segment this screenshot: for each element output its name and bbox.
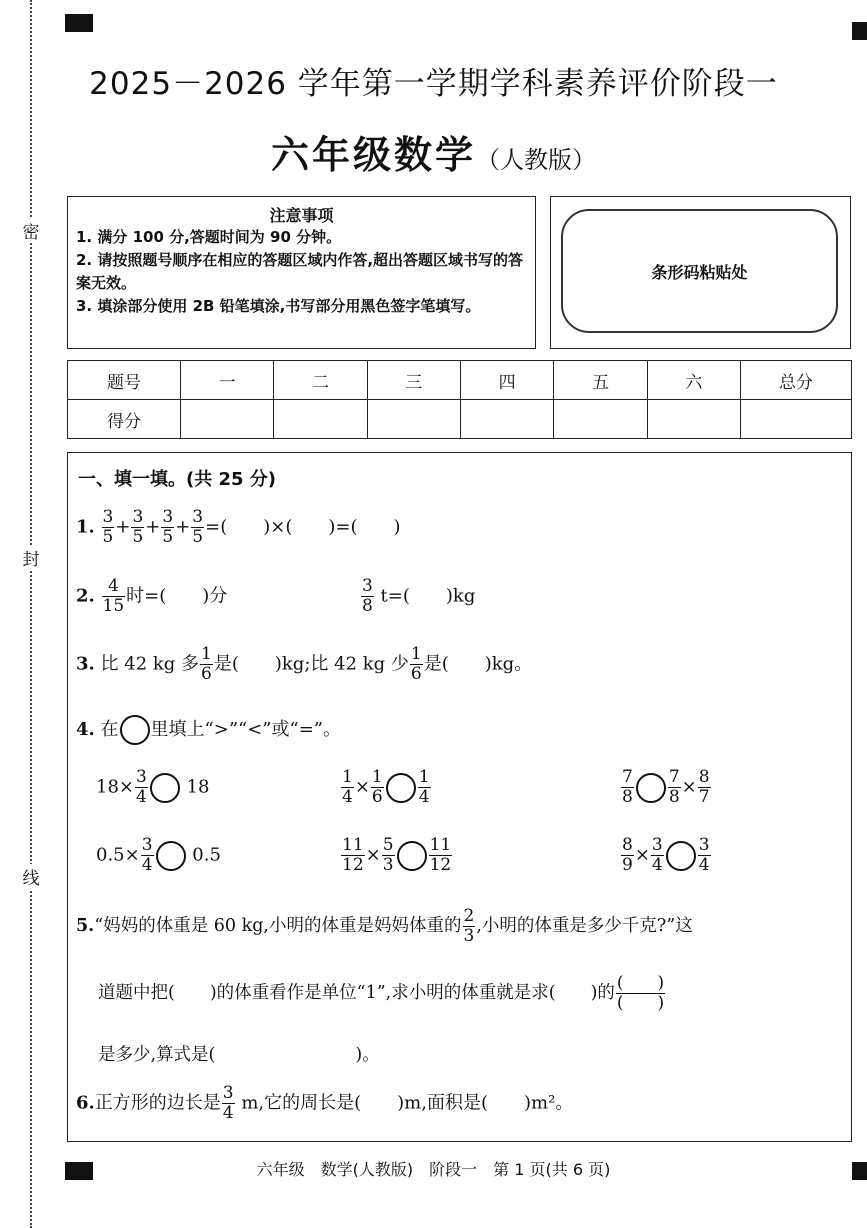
fraction-3-4: $\frac{3}{4}$ xyxy=(651,835,663,875)
fraction-8-9: $\frac{8}{9}$ xyxy=(622,835,633,875)
fraction-3-5: $\frac{3}{5}$ xyxy=(132,507,144,547)
fraction-7-8: $\frac{7}{8}$ xyxy=(668,767,680,807)
question-3-part-2[interactable]: 是( )kg;比 42 kg 少 xyxy=(213,653,409,675)
compare-circle[interactable] xyxy=(156,841,186,871)
section-heading: 一、填一填。(共 25 分) xyxy=(78,469,277,490)
fraction-1-6: $\frac{1}{6}$ xyxy=(201,644,212,684)
registration-mark-top-left xyxy=(65,14,93,32)
fraction-2-3: $\frac{2}{3}$ xyxy=(463,906,475,946)
score-input-cell[interactable] xyxy=(554,400,647,439)
question-3-part-1: 比 42 kg 多 xyxy=(100,653,200,675)
side-label-feng: 封 xyxy=(18,545,44,570)
score-input-cell[interactable] xyxy=(647,400,740,439)
question-6-part-1: 正方形的边长是 xyxy=(94,1092,221,1114)
exam-subtitle xyxy=(0,124,867,179)
score-input-cell[interactable] xyxy=(367,400,460,439)
fraction-3-5: $\frac{3}{5}$ xyxy=(162,507,174,547)
fraction-3-4: $\frac{3}{4}$ xyxy=(222,1083,234,1123)
score-header-cell: 五 xyxy=(554,361,647,400)
notice-item-3: 3. 填涂部分使用 2B 铅笔填涂,书写部分用黑色签字笔填写。 xyxy=(76,297,481,315)
fraction-3-4: $\frac{3}{4}$ xyxy=(698,835,710,875)
edition-label: （人教版） xyxy=(476,146,596,174)
barcode-label: 条形码粘贴处 xyxy=(561,209,838,333)
score-table-header-row xyxy=(68,361,852,400)
notice-item-2: 2. 请按照题号顺序在相应的答题区域内作答,超出答题区域书写的答案无效。 xyxy=(76,251,524,292)
score-table-score-row xyxy=(68,400,852,439)
fraction-4-15: $\frac{4}{15}$ xyxy=(102,576,125,616)
exam-title: 2025－2026 学年第一学期学科素养评价阶段一 xyxy=(89,66,778,102)
score-row-label: 得分 xyxy=(68,400,181,439)
question-4 xyxy=(76,715,341,745)
question-number: 6. xyxy=(76,1092,95,1114)
page-footer: 六年级 数学(人教版) 阶段一 第 1 页(共 6 页) xyxy=(256,1160,611,1179)
compare-circle[interactable] xyxy=(397,841,427,871)
question-4-part-2: 里填上“>”“<”或“=”。 xyxy=(150,719,341,740)
score-header-cell: 总分 xyxy=(741,361,852,400)
compare-circle[interactable] xyxy=(666,841,696,871)
question-number: 2. xyxy=(76,585,95,607)
compare-circle[interactable] xyxy=(150,773,180,803)
question-4-part-1: 在 xyxy=(100,719,119,740)
score-input-cell[interactable] xyxy=(274,400,367,439)
question-5-line-1 xyxy=(76,908,693,945)
compare-item-6: $\frac{8}{9}$ × $\frac{3}{4}$ $\frac{3}{4}$ xyxy=(622,835,710,875)
binding-dotted-line xyxy=(30,0,32,1228)
score-header-cell: 二 xyxy=(274,361,367,400)
blank-fraction[interactable]: $\frac{( )}{( )}$ xyxy=(616,973,665,1013)
question-5-text-a: “妈妈的体重是 60 kg,小明的体重是妈妈体重的 xyxy=(94,916,462,936)
registration-mark-top-right xyxy=(852,22,867,40)
fraction-3-8: $\frac{3}{8}$ xyxy=(362,576,373,616)
question-number: 4. xyxy=(76,719,95,740)
question-1-tail[interactable]: =( )×( )=( ) xyxy=(205,516,401,538)
score-input-cell[interactable] xyxy=(460,400,553,439)
compare-text: 18 xyxy=(186,776,210,798)
score-table xyxy=(67,360,852,439)
compare-item-1 xyxy=(96,769,209,806)
compare-item-5: $\frac{11}{12}$ × $\frac{5}{3}$ $\frac{11}{12}$ xyxy=(342,835,452,875)
score-header-cell: 六 xyxy=(647,361,740,400)
fraction-1-4: $\frac{1}{4}$ xyxy=(418,767,430,807)
subject-title: 六年级数学 xyxy=(270,132,476,177)
compare-text: 18× xyxy=(96,776,134,798)
compare-circle[interactable] xyxy=(386,773,416,803)
fraction-11-12: $\frac{11}{12}$ xyxy=(429,835,452,875)
score-input-cell[interactable] xyxy=(181,400,274,439)
score-header-cell: 三 xyxy=(367,361,460,400)
notice-heading: 注意事项 xyxy=(269,206,334,225)
compare-text: 0.5 xyxy=(192,844,221,866)
fraction-3-4: $\frac{3}{4}$ xyxy=(136,767,147,807)
score-header-cell: 题号 xyxy=(68,361,181,400)
question-1: 1. $\frac{3}{5}$ + $\frac{3}{5}$ + $\frac{3}{5}$ + $\frac{3}{5}$ =( )×( )=( ) xyxy=(76,507,401,547)
question-3 xyxy=(76,646,532,683)
compare-circle[interactable] xyxy=(636,773,666,803)
question-2b xyxy=(360,578,475,615)
question-5-line-3[interactable]: 是多少,算式是( )。 xyxy=(98,1045,380,1065)
compare-item-4 xyxy=(96,837,221,874)
compare-item-2: $\frac{1}{4}$ × $\frac{1}{6}$ $\frac{1}{4}$ xyxy=(342,767,430,807)
notice-box xyxy=(67,196,536,349)
question-3-part-3[interactable]: 是( )kg。 xyxy=(423,653,533,675)
fraction-7-8: $\frac{7}{8}$ xyxy=(622,767,633,807)
fraction-3-5: $\frac{3}{5}$ xyxy=(102,507,114,547)
fraction-8-7: $\frac{8}{7}$ xyxy=(698,767,710,807)
question-5-text-b: ,小明的体重是多少千克?”这 xyxy=(476,916,693,936)
fraction-1-6: $\frac{1}{6}$ xyxy=(410,644,422,684)
section-fill-in xyxy=(67,452,852,1142)
notice-item-1: 1. 满分 100 分,答题时间为 90 分钟。 xyxy=(76,228,342,246)
question-2b-text[interactable]: t=( )kg xyxy=(374,585,476,607)
question-2 xyxy=(76,578,227,615)
question-number: 3. xyxy=(76,653,95,675)
question-5-text-c[interactable]: 道题中把( )的体重看作是单位“1”,求小明的体重就是求( )的 xyxy=(98,983,615,1003)
question-2a-text[interactable]: 时=( )分 xyxy=(126,585,228,607)
question-number: 5. xyxy=(76,916,95,936)
score-input-cell[interactable] xyxy=(741,400,852,439)
question-6 xyxy=(76,1085,573,1122)
fraction-1-4: $\frac{1}{4}$ xyxy=(342,767,353,807)
fraction-1-6: $\frac{1}{6}$ xyxy=(371,767,383,807)
fraction-3-5: $\frac{3}{5}$ xyxy=(192,507,204,547)
question-6-part-2[interactable]: m,它的周长是( )m,面积是( )m²。 xyxy=(235,1092,574,1114)
barcode-area xyxy=(550,196,851,349)
side-label-mi: 密 xyxy=(18,218,44,243)
fraction-5-3: $\frac{5}{3}$ xyxy=(382,835,394,875)
compare-item-3: $\frac{7}{8}$ $\frac{7}{8}$ × $\frac{8}{7}$ xyxy=(622,767,710,807)
score-header-cell: 一 xyxy=(181,361,274,400)
fraction-3-4: $\frac{3}{4}$ xyxy=(141,835,153,875)
fraction-11-12: $\frac{11}{12}$ xyxy=(342,835,364,875)
question-5-line-2 xyxy=(98,975,666,1012)
circle-icon xyxy=(120,715,150,745)
score-header-cell: 四 xyxy=(460,361,553,400)
side-label-xian: 线 xyxy=(18,864,44,889)
question-number: 1. xyxy=(76,516,95,538)
compare-text: 0.5× xyxy=(96,844,140,866)
